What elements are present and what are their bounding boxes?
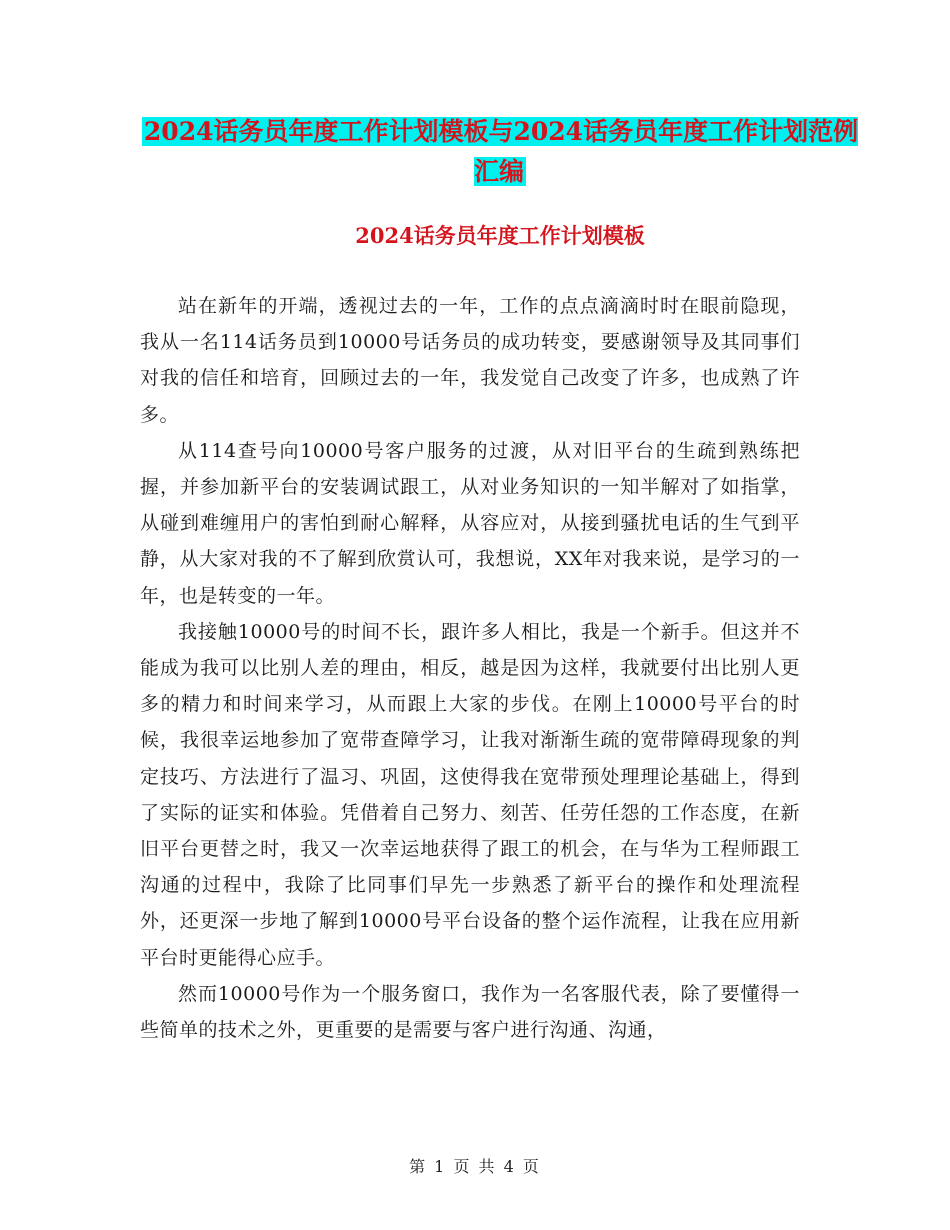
document-title [140, 112, 860, 192]
section-title: 2024话务员年度工作计划模板 [355, 223, 645, 248]
paragraph-1: 站在新年的开端，透视过去的一年，工作的点点滴滴时时在眼前隐现，我从一名114话务员到10000号话务员的成功转变，要感谢领导及其同事们对我的信任和培育，回顾过去的一年，我发觉自己改变了许多，也成熟了许多。 [140, 295, 800, 426]
paragraph-2: 从114查号向10000号客户服务的过渡，从对旧平台的生疏到熟练把握，并参加新平台的安装调试跟工，从对业务知识的一知半解对了如指掌，从碰到难缠用户的害怕到耐心解释，从容应对，从接到骚扰电话的生气到平静，从大家对我的不了解到欣赏认可，我想说，XX年对我来说，是学习的一年，也是转变的一年。 [140, 439, 800, 607]
paragraph-4: 然而10000号作为一个服务窗口，我作为一名客服代表，除了要懂得一些简单的技术之外，更重要的是需要与客户进行沟通、沟通， [140, 982, 800, 1042]
document-body [140, 288, 800, 1048]
paragraph-3: 我接触10000号的时间不长，跟许多人相比，我是一个新手。但这并不能成为我可以比别人差的理由，相反，越是因为这样，我就要付出比别人更多的精力和时间来学习，从而跟上大家的步伐。在刚上10000号平台的时候，我很幸运地参加了宽带查障学习，让我对渐渐生疏的宽带障碍现象的判定技巧、方法进行了温习、巩固，这使得我在宽带预处理理论基础上，得到了实际的证实和体验。凭借着自己努力、刻苦、任劳任怨的工作态度，在新旧平台更替之时，我又一次幸运地获得了跟工的机会，在与华为工程师跟工沟通的过程中，我除了比同事们早先一步熟悉了新平台的操作和处理流程外，还更深一步地了解到10000号平台设备的整个运作流程，让我在应用新平台时更能得心应手。 [140, 620, 800, 969]
page-footer: 第 1 页 共 4 页 [409, 1157, 541, 1176]
document-title-highlight: 2024话务员年度工作计划模板与2024话务员年度工作计划范例汇编 [143, 117, 859, 186]
